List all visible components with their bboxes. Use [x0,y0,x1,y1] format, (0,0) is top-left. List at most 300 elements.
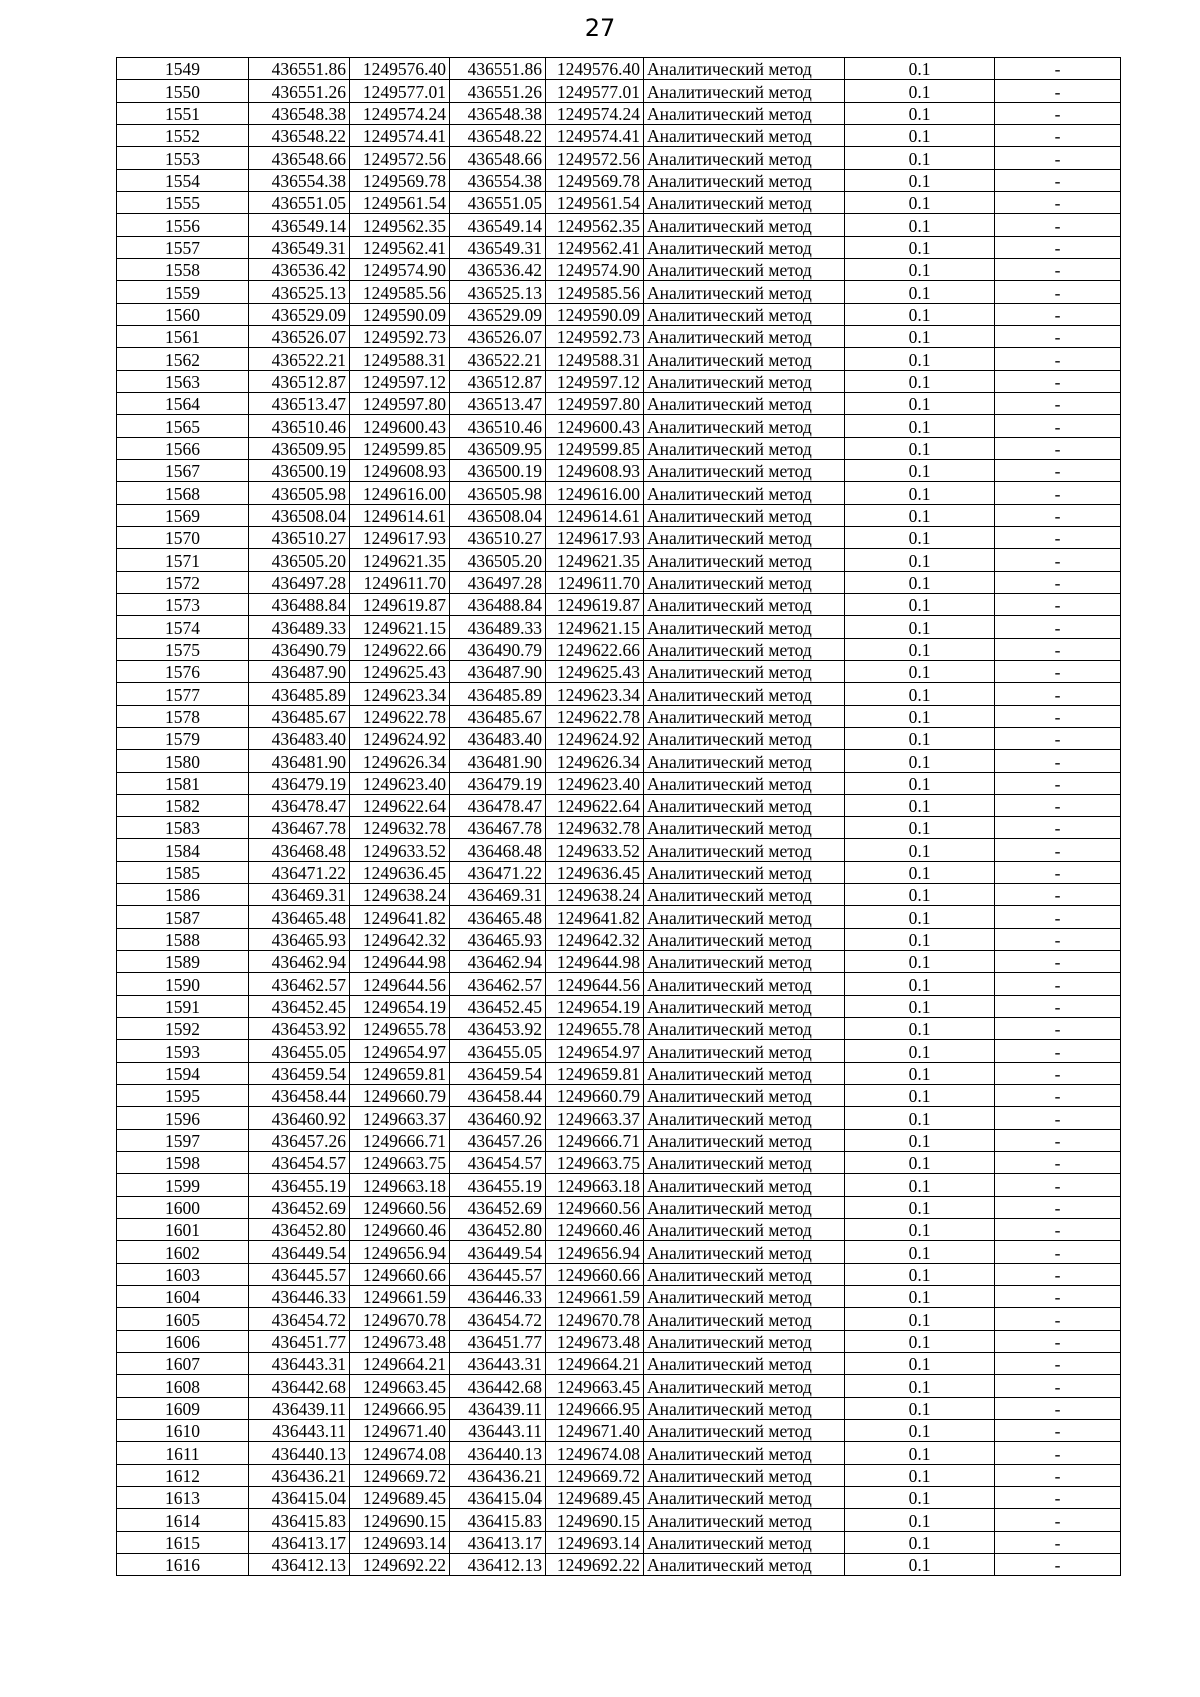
y-new-cell: 1249588.31 [546,348,644,370]
point-number-cell: 1601 [117,1219,249,1241]
precision-cell: 0.1 [845,616,995,638]
method-cell: Аналитический метод [644,258,845,280]
method-cell: Аналитический метод [644,817,845,839]
y-existing-cell: 1249660.46 [350,1219,450,1241]
table-row [117,616,1121,638]
method-cell: Аналитический метод [644,1487,845,1509]
x-new-cell: 436485.67 [450,705,546,727]
y-new-cell: 1249644.56 [546,973,644,995]
x-existing-cell: 436526.07 [249,325,350,347]
table-row [117,683,1121,705]
x-existing-cell: 436510.46 [249,415,350,437]
method-cell: Аналитический метод [644,1420,845,1442]
y-new-cell: 1249623.34 [546,683,644,705]
y-new-cell: 1249626.34 [546,750,644,772]
x-existing-cell: 436505.20 [249,549,350,571]
table-row [117,370,1121,392]
precision-cell: 0.1 [845,437,995,459]
table-row [117,1308,1121,1330]
method-cell: Аналитический метод [644,1553,845,1575]
method-cell: Аналитический метод [644,571,845,593]
table-row [117,1509,1121,1531]
dash-cell: - [995,526,1121,548]
y-new-cell: 1249641.82 [546,906,644,928]
y-new-cell: 1249669.72 [546,1464,644,1486]
y-new-cell: 1249576.40 [546,58,644,80]
dash-cell: - [995,1018,1121,1040]
table-row [117,325,1121,347]
method-cell: Аналитический метод [644,281,845,303]
point-number-cell: 1592 [117,1018,249,1040]
precision-cell: 0.1 [845,1442,995,1464]
dash-cell: - [995,102,1121,124]
y-new-cell: 1249561.54 [546,191,644,213]
x-new-cell: 436551.26 [450,80,546,102]
method-cell: Аналитический метод [644,839,845,861]
x-new-cell: 436442.68 [450,1375,546,1397]
dash-cell: - [995,281,1121,303]
y-existing-cell: 1249663.75 [350,1152,450,1174]
x-new-cell: 436554.38 [450,169,546,191]
precision-cell: 0.1 [845,1553,995,1575]
y-new-cell: 1249660.56 [546,1196,644,1218]
point-number-cell: 1606 [117,1330,249,1352]
y-new-cell: 1249569.78 [546,169,644,191]
x-new-cell: 436465.93 [450,928,546,950]
y-new-cell: 1249666.71 [546,1129,644,1151]
x-existing-cell: 436489.33 [249,616,350,638]
table-row [117,1286,1121,1308]
x-existing-cell: 436529.09 [249,303,350,325]
y-new-cell: 1249655.78 [546,1018,644,1040]
precision-cell: 0.1 [845,258,995,280]
x-existing-cell: 436443.31 [249,1353,350,1375]
point-number-cell: 1554 [117,169,249,191]
x-new-cell: 436443.31 [450,1353,546,1375]
y-new-cell: 1249585.56 [546,281,644,303]
x-existing-cell: 436439.11 [249,1397,350,1419]
table-row [117,1442,1121,1464]
point-number-cell: 1552 [117,124,249,146]
y-existing-cell: 1249608.93 [350,459,450,481]
method-cell: Аналитический метод [644,392,845,414]
dash-cell: - [995,80,1121,102]
point-number-cell: 1555 [117,191,249,213]
y-existing-cell: 1249623.34 [350,683,450,705]
dash-cell: - [995,437,1121,459]
precision-cell: 0.1 [845,303,995,325]
y-existing-cell: 1249561.54 [350,191,450,213]
x-new-cell: 436505.98 [450,482,546,504]
x-existing-cell: 436455.19 [249,1174,350,1196]
y-new-cell: 1249608.93 [546,459,644,481]
precision-cell: 0.1 [845,1420,995,1442]
dash-cell: - [995,169,1121,191]
table-row [117,660,1121,682]
y-new-cell: 1249663.37 [546,1107,644,1129]
dash-cell: - [995,1174,1121,1196]
x-existing-cell: 436457.26 [249,1129,350,1151]
y-new-cell: 1249636.45 [546,861,644,883]
point-number-cell: 1589 [117,951,249,973]
y-existing-cell: 1249674.08 [350,1442,450,1464]
point-number-cell: 1593 [117,1040,249,1062]
x-new-cell: 436490.79 [450,638,546,660]
table-row [117,1062,1121,1084]
point-number-cell: 1559 [117,281,249,303]
dash-cell: - [995,482,1121,504]
x-new-cell: 436454.57 [450,1152,546,1174]
x-existing-cell: 436465.48 [249,906,350,928]
dash-cell: - [995,1464,1121,1486]
table-row [117,1375,1121,1397]
x-new-cell: 436497.28 [450,571,546,593]
x-existing-cell: 436462.94 [249,951,350,973]
precision-cell: 0.1 [845,124,995,146]
x-new-cell: 436508.04 [450,504,546,526]
dash-cell: - [995,1442,1121,1464]
precision-cell: 0.1 [845,928,995,950]
dash-cell: - [995,1375,1121,1397]
x-existing-cell: 436510.27 [249,526,350,548]
precision-cell: 0.1 [845,638,995,660]
table-row [117,1531,1121,1553]
dash-cell: - [995,459,1121,481]
table-row [117,1397,1121,1419]
precision-cell: 0.1 [845,370,995,392]
y-existing-cell: 1249622.66 [350,638,450,660]
table-row [117,258,1121,280]
dash-cell: - [995,772,1121,794]
dash-cell: - [995,392,1121,414]
y-new-cell: 1249632.78 [546,817,644,839]
point-number-cell: 1578 [117,705,249,727]
dash-cell: - [995,415,1121,437]
dash-cell: - [995,638,1121,660]
y-existing-cell: 1249633.52 [350,839,450,861]
method-cell: Аналитический метод [644,504,845,526]
table-row [117,1196,1121,1218]
method-cell: Аналитический метод [644,861,845,883]
precision-cell: 0.1 [845,1241,995,1263]
x-existing-cell: 436412.13 [249,1553,350,1575]
method-cell: Аналитический метод [644,1219,845,1241]
dash-cell: - [995,839,1121,861]
point-number-cell: 1567 [117,459,249,481]
x-new-cell: 436413.17 [450,1531,546,1553]
y-new-cell: 1249572.56 [546,147,644,169]
table-row [117,638,1121,660]
y-existing-cell: 1249670.78 [350,1308,450,1330]
method-cell: Аналитический метод [644,616,845,638]
precision-cell: 0.1 [845,1174,995,1196]
dash-cell: - [995,236,1121,258]
y-new-cell: 1249693.14 [546,1531,644,1553]
precision-cell: 0.1 [845,392,995,414]
x-existing-cell: 436548.38 [249,102,350,124]
x-existing-cell: 436445.57 [249,1263,350,1285]
y-new-cell: 1249660.66 [546,1263,644,1285]
method-cell: Аналитический метод [644,169,845,191]
y-new-cell: 1249671.40 [546,1420,644,1442]
y-existing-cell: 1249636.45 [350,861,450,883]
point-number-cell: 1553 [117,147,249,169]
x-existing-cell: 436505.98 [249,482,350,504]
precision-cell: 0.1 [845,1263,995,1285]
x-new-cell: 436452.69 [450,1196,546,1218]
method-cell: Аналитический метод [644,1107,845,1129]
y-new-cell: 1249574.41 [546,124,644,146]
y-new-cell: 1249644.98 [546,951,644,973]
table-row [117,281,1121,303]
x-new-cell: 436454.72 [450,1308,546,1330]
table-row [117,169,1121,191]
table-row [117,1330,1121,1352]
y-existing-cell: 1249597.80 [350,392,450,414]
precision-cell: 0.1 [845,839,995,861]
table-row [117,995,1121,1017]
x-new-cell: 436455.19 [450,1174,546,1196]
x-existing-cell: 436455.05 [249,1040,350,1062]
dash-cell: - [995,861,1121,883]
x-existing-cell: 436483.40 [249,727,350,749]
point-number-cell: 1607 [117,1353,249,1375]
x-existing-cell: 436440.13 [249,1442,350,1464]
x-existing-cell: 436490.79 [249,638,350,660]
table-row [117,772,1121,794]
x-existing-cell: 436548.22 [249,124,350,146]
x-existing-cell: 436508.04 [249,504,350,526]
point-number-cell: 1549 [117,58,249,80]
dash-cell: - [995,1286,1121,1308]
dash-cell: - [995,660,1121,682]
y-new-cell: 1249592.73 [546,325,644,347]
method-cell: Аналитический метод [644,1464,845,1486]
table-row [117,906,1121,928]
point-number-cell: 1587 [117,906,249,928]
x-new-cell: 436512.87 [450,370,546,392]
precision-cell: 0.1 [845,727,995,749]
precision-cell: 0.1 [845,191,995,213]
y-existing-cell: 1249663.37 [350,1107,450,1129]
y-new-cell: 1249562.41 [546,236,644,258]
y-existing-cell: 1249562.41 [350,236,450,258]
x-existing-cell: 436452.69 [249,1196,350,1218]
table-row [117,705,1121,727]
precision-cell: 0.1 [845,281,995,303]
method-cell: Аналитический метод [644,325,845,347]
x-new-cell: 436455.05 [450,1040,546,1062]
precision-cell: 0.1 [845,214,995,236]
x-new-cell: 436481.90 [450,750,546,772]
x-new-cell: 436505.20 [450,549,546,571]
y-existing-cell: 1249693.14 [350,1531,450,1553]
y-existing-cell: 1249661.59 [350,1286,450,1308]
x-new-cell: 436453.92 [450,1018,546,1040]
method-cell: Аналитический метод [644,1174,845,1196]
method-cell: Аналитический метод [644,660,845,682]
precision-cell: 0.1 [845,236,995,258]
y-existing-cell: 1249569.78 [350,169,450,191]
point-number-cell: 1580 [117,750,249,772]
y-new-cell: 1249654.19 [546,995,644,1017]
point-number-cell: 1597 [117,1129,249,1151]
table-row [117,884,1121,906]
y-new-cell: 1249673.48 [546,1330,644,1352]
table-row [117,549,1121,571]
y-existing-cell: 1249673.48 [350,1330,450,1352]
y-existing-cell: 1249576.40 [350,58,450,80]
x-new-cell: 436489.33 [450,616,546,638]
x-existing-cell: 436469.31 [249,884,350,906]
y-existing-cell: 1249623.40 [350,772,450,794]
dash-cell: - [995,1263,1121,1285]
method-cell: Аналитический метод [644,437,845,459]
point-number-cell: 1581 [117,772,249,794]
page-number: 27 [584,14,616,42]
method-cell: Аналитический метод [644,705,845,727]
dash-cell: - [995,1553,1121,1575]
dash-cell: - [995,549,1121,571]
precision-cell: 0.1 [845,1062,995,1084]
x-existing-cell: 436512.87 [249,370,350,392]
x-existing-cell: 436454.57 [249,1152,350,1174]
y-existing-cell: 1249660.66 [350,1263,450,1285]
x-new-cell: 436415.04 [450,1487,546,1509]
y-existing-cell: 1249574.24 [350,102,450,124]
x-existing-cell: 436467.78 [249,817,350,839]
precision-cell: 0.1 [845,80,995,102]
y-existing-cell: 1249621.35 [350,549,450,571]
method-cell: Аналитический метод [644,549,845,571]
method-cell: Аналитический метод [644,683,845,705]
y-new-cell: 1249661.59 [546,1286,644,1308]
x-new-cell: 436459.54 [450,1062,546,1084]
precision-cell: 0.1 [845,817,995,839]
method-cell: Аналитический метод [644,906,845,928]
y-new-cell: 1249562.35 [546,214,644,236]
precision-cell: 0.1 [845,325,995,347]
dash-cell: - [995,1531,1121,1553]
dash-cell: - [995,147,1121,169]
x-new-cell: 436488.84 [450,593,546,615]
y-new-cell: 1249611.70 [546,571,644,593]
table-row [117,303,1121,325]
point-number-cell: 1602 [117,1241,249,1263]
point-number-cell: 1596 [117,1107,249,1129]
x-existing-cell: 436481.90 [249,750,350,772]
y-existing-cell: 1249621.15 [350,616,450,638]
x-new-cell: 436452.45 [450,995,546,1017]
point-number-cell: 1575 [117,638,249,660]
precision-cell: 0.1 [845,1353,995,1375]
y-existing-cell: 1249638.24 [350,884,450,906]
y-new-cell: 1249621.15 [546,616,644,638]
x-existing-cell: 436458.44 [249,1085,350,1107]
point-number-cell: 1565 [117,415,249,437]
method-cell: Аналитический метод [644,593,845,615]
point-number-cell: 1570 [117,526,249,548]
precision-cell: 0.1 [845,1397,995,1419]
dash-cell: - [995,1330,1121,1352]
table-row [117,236,1121,258]
y-existing-cell: 1249619.87 [350,593,450,615]
dash-cell: - [995,750,1121,772]
point-number-cell: 1562 [117,348,249,370]
y-existing-cell: 1249590.09 [350,303,450,325]
y-existing-cell: 1249624.92 [350,727,450,749]
point-number-cell: 1613 [117,1487,249,1509]
table-row [117,750,1121,772]
y-existing-cell: 1249690.15 [350,1509,450,1531]
point-number-cell: 1558 [117,258,249,280]
dash-cell: - [995,1129,1121,1151]
dash-cell: - [995,58,1121,80]
precision-cell: 0.1 [845,1196,995,1218]
x-existing-cell: 436478.47 [249,794,350,816]
x-new-cell: 436522.21 [450,348,546,370]
method-cell: Аналитический метод [644,526,845,548]
method-cell: Аналитический метод [644,1330,845,1352]
method-cell: Аналитический метод [644,58,845,80]
x-new-cell: 436478.47 [450,794,546,816]
x-existing-cell: 436551.05 [249,191,350,213]
coordinates-table [116,57,1121,1576]
point-number-cell: 1608 [117,1375,249,1397]
point-number-cell: 1585 [117,861,249,883]
y-existing-cell: 1249659.81 [350,1062,450,1084]
y-new-cell: 1249689.45 [546,1487,644,1509]
x-existing-cell: 436452.45 [249,995,350,1017]
x-existing-cell: 436415.83 [249,1509,350,1531]
point-number-cell: 1594 [117,1062,249,1084]
dash-cell: - [995,124,1121,146]
method-cell: Аналитический метод [644,1062,845,1084]
x-existing-cell: 436443.11 [249,1420,350,1442]
x-new-cell: 436548.38 [450,102,546,124]
table-row [117,1219,1121,1241]
method-cell: Аналитический метод [644,1152,845,1174]
dash-cell: - [995,1107,1121,1129]
method-cell: Аналитический метод [644,1018,845,1040]
dash-cell: - [995,370,1121,392]
method-cell: Аналитический метод [644,1397,845,1419]
precision-cell: 0.1 [845,1330,995,1352]
dash-cell: - [995,303,1121,325]
table-row [117,214,1121,236]
y-existing-cell: 1249644.56 [350,973,450,995]
y-existing-cell: 1249600.43 [350,415,450,437]
y-existing-cell: 1249632.78 [350,817,450,839]
x-existing-cell: 436513.47 [249,392,350,414]
y-new-cell: 1249663.75 [546,1152,644,1174]
table-row [117,1085,1121,1107]
y-existing-cell: 1249666.71 [350,1129,450,1151]
point-number-cell: 1550 [117,80,249,102]
dash-cell: - [995,1308,1121,1330]
dash-cell: - [995,973,1121,995]
y-new-cell: 1249614.61 [546,504,644,526]
method-cell: Аналитический метод [644,1375,845,1397]
y-existing-cell: 1249562.35 [350,214,450,236]
y-new-cell: 1249642.32 [546,928,644,950]
x-existing-cell: 436551.86 [249,58,350,80]
table-row [117,124,1121,146]
y-new-cell: 1249597.80 [546,392,644,414]
y-existing-cell: 1249599.85 [350,437,450,459]
method-cell: Аналитический метод [644,102,845,124]
method-cell: Аналитический метод [644,1353,845,1375]
